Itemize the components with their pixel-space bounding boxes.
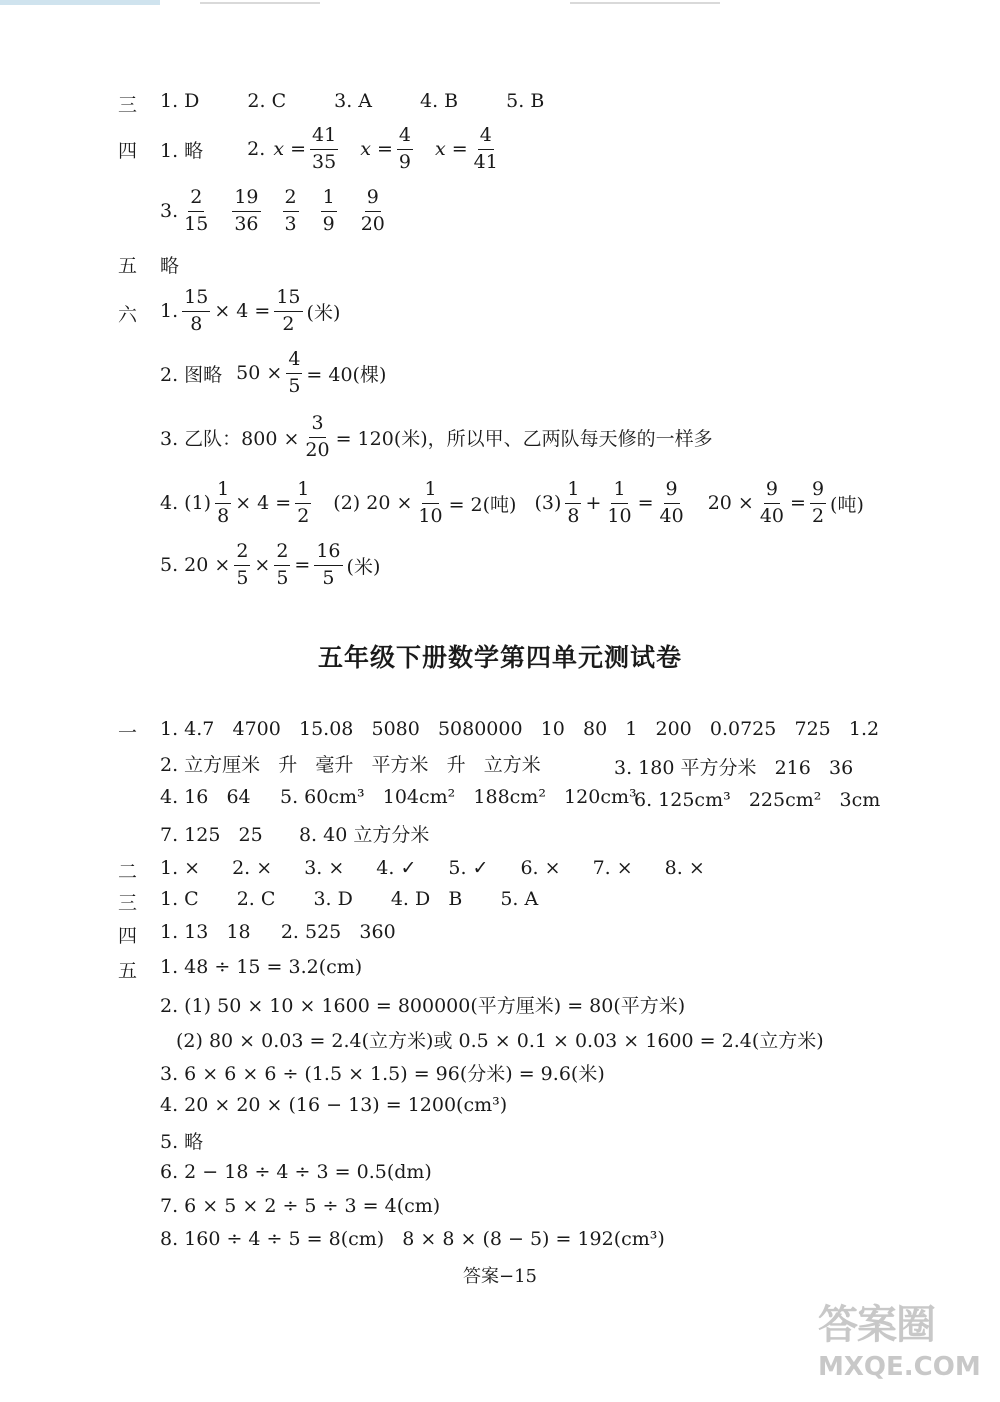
fraction: $\frac{1}{8}$ bbox=[217, 478, 230, 527]
expression: 20 × bbox=[707, 492, 754, 515]
answer-line: 4. 20 × 20 × (16 − 13) = 1200(cm³) bbox=[160, 1094, 508, 1116]
watermark-chars: 答案圈 bbox=[818, 1302, 935, 1348]
expression: × 4 = bbox=[235, 492, 292, 515]
fraction: $\frac{9}{2}$ bbox=[811, 478, 825, 527]
question-number: 2. bbox=[247, 138, 266, 161]
answer-line: 6. 2 − 18 ÷ 4 ÷ 3 = 0.5(dm) bbox=[160, 1161, 432, 1183]
watermark-logo bbox=[818, 1300, 988, 1395]
question-number: 3. bbox=[160, 200, 179, 223]
answer-item: 2. C bbox=[247, 90, 287, 112]
answer-item: 8. × bbox=[664, 857, 705, 879]
answer-item: 4. ✓ bbox=[376, 857, 417, 879]
answer-line: 8. 160 ÷ 4 ÷ 5 = 8(cm) 8 × 8 × (8 − 5) = 192(cm³) bbox=[160, 1228, 665, 1250]
fraction: $\frac{3}{20}$ bbox=[305, 412, 330, 461]
answer-item: 7. × bbox=[592, 857, 633, 879]
unit: (吨) bbox=[830, 493, 864, 516]
answer-line: 7. 6 × 5 × 2 ÷ 5 ÷ 3 = 4(cm) bbox=[160, 1195, 441, 1217]
expression: 5. 20 × bbox=[160, 554, 231, 577]
section-san-new-label: 三 bbox=[118, 892, 138, 914]
top-scan-band bbox=[0, 0, 1000, 12]
section-yi-line3a: 4. 16 64 bbox=[160, 786, 251, 808]
expression: = 2(吨) bbox=[448, 493, 517, 516]
page-footer: 答案−15 bbox=[463, 1266, 537, 1287]
expression: = 40(棵) bbox=[306, 363, 387, 386]
expression: 50 × bbox=[236, 362, 283, 385]
answer-line: 5. 略 bbox=[160, 1131, 204, 1153]
section-wu-label: 五 bbox=[118, 255, 138, 277]
fraction: $\frac{2}{5}$ bbox=[236, 540, 249, 589]
section-yi-line4: 7. 125 25 8. 40 立方分米 bbox=[160, 824, 430, 846]
watermark-url: MXQE.COM bbox=[818, 1352, 981, 1382]
fraction: $\frac{15}{8}$ bbox=[184, 286, 209, 335]
section-yi-line1: 1. 4.7 4700 15.08 5080 5080000 10 80 1 200 0.0725 725 1.2 bbox=[160, 718, 880, 740]
fraction: $\frac{4}{41}$ bbox=[473, 124, 498, 173]
fraction: $\frac{9}{20}$ bbox=[360, 186, 385, 235]
expression: (2) 20 × bbox=[333, 492, 413, 515]
section-liu-q4 bbox=[160, 480, 864, 527]
section-si-line2 bbox=[160, 188, 391, 235]
fraction: $\frac{19}{36}$ bbox=[234, 186, 259, 235]
fraction: $\frac{4}{5}$ bbox=[288, 348, 301, 397]
equation-lhs: x = bbox=[360, 138, 393, 161]
fraction: $\frac{1}{9}$ bbox=[322, 186, 335, 235]
section-wu-new-label: 五 bbox=[118, 960, 138, 982]
question-number: 1. bbox=[160, 300, 179, 323]
fraction: $\frac{41}{35}$ bbox=[312, 124, 337, 173]
section-er-label: 二 bbox=[118, 861, 138, 883]
answer-line: (2) 80 × 0.03 = 2.4(立方米)或 0.5 × 0.1 × 0.03 × 1600 = 2.4(立方米) bbox=[176, 1030, 824, 1052]
section-liu-q1 bbox=[160, 288, 340, 335]
section-si-label: 四 bbox=[118, 140, 138, 162]
fraction: $\frac{16}{5}$ bbox=[316, 540, 341, 589]
operator: = bbox=[637, 492, 654, 515]
answer-line: 3. 6 × 6 × 6 ÷ (1.5 × 1.5) = 96(分米) = 9.6(米) bbox=[160, 1063, 605, 1085]
answer-item: 1. D bbox=[160, 90, 200, 112]
fraction: $\frac{2}{3}$ bbox=[284, 186, 297, 235]
expression: × 4 = bbox=[214, 300, 271, 323]
question-number: 4. (1) bbox=[160, 492, 212, 515]
answer-item: 3. D bbox=[313, 888, 353, 910]
answer-line: 1. 48 ÷ 15 = 3.2(cm) bbox=[160, 956, 363, 978]
fraction: $\frac{9}{40}$ bbox=[759, 478, 785, 527]
answer-item: 1. × bbox=[160, 857, 201, 879]
fraction: $\frac{9}{40}$ bbox=[659, 478, 684, 527]
operator: × bbox=[254, 554, 271, 577]
answer-item: 1. C bbox=[160, 888, 199, 910]
answer-text: 2. 图略 bbox=[160, 363, 223, 386]
operator: + bbox=[585, 492, 602, 515]
equation-lhs: x = bbox=[434, 138, 468, 161]
answer-item: 5. B bbox=[506, 90, 545, 112]
section-san-label: 三 bbox=[118, 94, 138, 116]
answer-line: 2. (1) 50 × 10 × 1600 = 800000(平方厘米) = 80(平方米) bbox=[160, 995, 686, 1017]
section-yi-line2a: 2. 立方厘米 升 毫升 平方米 升 立方米 bbox=[160, 754, 541, 776]
question-number: (3) bbox=[534, 492, 562, 515]
fraction: $\frac{2}{5}$ bbox=[276, 540, 289, 589]
answer-item: 6. × bbox=[520, 857, 561, 879]
answer-item: 3. A bbox=[334, 90, 373, 112]
section-si-new-text: 1. 13 18 2. 525 360 bbox=[160, 921, 396, 943]
page-title: 五年级下册数学第四单元测试卷 bbox=[317, 643, 682, 672]
section-yi-line3b: 5. 60cm³ 104cm² 188cm² 120cm³ bbox=[280, 786, 637, 808]
section-san-answers bbox=[160, 90, 544, 112]
answer-item: 4. D B bbox=[390, 888, 463, 910]
unit: (米) bbox=[346, 555, 381, 578]
section-yi-line3c: 6. 125cm³ 225cm² 3cm bbox=[634, 789, 881, 811]
fraction: $\frac{1}{8}$ bbox=[567, 478, 580, 527]
answer-item: 5. A bbox=[500, 888, 539, 910]
section-si-line1 bbox=[160, 126, 504, 173]
operator: = bbox=[790, 492, 806, 515]
section-wu-text: 略 bbox=[160, 255, 180, 277]
fraction: $\frac{1}{10}$ bbox=[607, 478, 632, 527]
section-liu-q5 bbox=[160, 542, 380, 589]
section-liu-label: 六 bbox=[118, 304, 138, 326]
fraction: $\frac{15}{2}$ bbox=[276, 286, 301, 335]
expression: = 120(米)，所以甲、乙两队每天修的一样多 bbox=[335, 427, 713, 450]
section-yi-line2b: 3. 180 平方分米 216 36 bbox=[614, 757, 854, 779]
answer-item: 5. ✓ bbox=[448, 857, 489, 879]
answer-item: 2. × bbox=[232, 857, 273, 879]
section-si-new-label: 四 bbox=[118, 925, 138, 947]
fraction: $\frac{1}{10}$ bbox=[418, 478, 443, 527]
section-liu-q3 bbox=[160, 414, 713, 461]
answer-item: 3. × bbox=[304, 857, 345, 879]
unit: (米) bbox=[306, 301, 341, 324]
section-san-new-answers bbox=[160, 888, 538, 910]
fraction: $\frac{2}{15}$ bbox=[184, 186, 209, 235]
answer-item: 4. B bbox=[420, 90, 459, 112]
answer-text: 1. 略 bbox=[160, 139, 204, 162]
expression: 3. 乙队：800 × bbox=[160, 427, 300, 450]
answer-item: 2. C bbox=[236, 888, 276, 910]
operator: = bbox=[294, 554, 311, 577]
section-liu-q2 bbox=[160, 350, 386, 397]
section-er-answers bbox=[160, 857, 705, 879]
fraction: $\frac{1}{2}$ bbox=[297, 478, 310, 527]
equation-lhs: x = bbox=[273, 138, 306, 161]
fraction: $\frac{4}{9}$ bbox=[398, 124, 411, 173]
section-yi-label: 一 bbox=[118, 722, 138, 744]
